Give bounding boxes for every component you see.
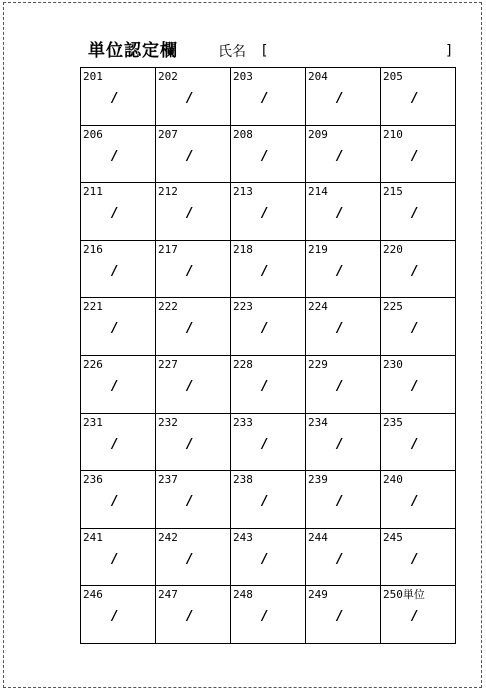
date-separator: / bbox=[337, 206, 342, 222]
date-separator: / bbox=[262, 321, 267, 337]
cell-number: 208 bbox=[233, 127, 253, 141]
cell-number: 205 bbox=[383, 70, 403, 83]
date-separator: / bbox=[337, 263, 342, 279]
credit-cell[interactable] bbox=[231, 183, 306, 241]
date-separator: / bbox=[412, 91, 417, 106]
cell-number: 221 bbox=[83, 300, 103, 314]
cell-number: 231 bbox=[83, 415, 103, 429]
cell-number: 234 bbox=[308, 415, 328, 429]
credit-cell[interactable] bbox=[156, 298, 231, 356]
name-bracket-close: ] bbox=[446, 43, 452, 59]
date-separator: / bbox=[112, 321, 117, 337]
cell-number: 242 bbox=[158, 530, 178, 544]
date-separator: / bbox=[262, 494, 267, 510]
date-separator: / bbox=[337, 321, 342, 337]
cell-number: 220 bbox=[383, 242, 403, 256]
credit-cell[interactable] bbox=[231, 471, 306, 529]
credit-cell[interactable] bbox=[381, 471, 456, 529]
date-separator: / bbox=[262, 91, 267, 106]
cell-number: 246 bbox=[83, 588, 103, 602]
date-separator: / bbox=[262, 206, 267, 222]
cell-number: 225 bbox=[383, 300, 403, 314]
credit-cell[interactable] bbox=[306, 183, 381, 241]
credit-cell[interactable] bbox=[231, 356, 306, 414]
cell-number: 248 bbox=[233, 588, 253, 602]
date-separator: / bbox=[112, 263, 117, 279]
cell-number: 216 bbox=[83, 242, 103, 256]
date-separator: / bbox=[412, 206, 417, 222]
date-separator: / bbox=[412, 378, 417, 394]
cell-number: 201 bbox=[83, 70, 103, 83]
date-separator: / bbox=[337, 551, 342, 567]
credit-cell[interactable] bbox=[81, 414, 156, 472]
cell-number: 247 bbox=[158, 588, 178, 602]
cell-number: 211 bbox=[83, 185, 103, 199]
cell-number: 219 bbox=[308, 242, 328, 256]
date-separator: / bbox=[262, 378, 267, 394]
credit-cell[interactable] bbox=[306, 586, 381, 644]
credit-cell[interactable] bbox=[81, 298, 156, 356]
date-separator: / bbox=[262, 551, 267, 567]
date-separator: / bbox=[337, 378, 342, 394]
credit-cell[interactable] bbox=[306, 356, 381, 414]
credit-cell[interactable] bbox=[156, 126, 231, 184]
date-separator: / bbox=[112, 494, 117, 510]
credit-cell[interactable] bbox=[156, 68, 231, 126]
date-separator: / bbox=[262, 436, 267, 452]
credit-cell[interactable] bbox=[381, 586, 456, 644]
name-label: 氏名 bbox=[218, 44, 246, 60]
credit-cell[interactable] bbox=[381, 126, 456, 184]
credit-cell[interactable] bbox=[81, 68, 156, 126]
cell-number: 215 bbox=[383, 185, 403, 199]
credit-cell[interactable] bbox=[306, 471, 381, 529]
date-separator: / bbox=[112, 436, 117, 452]
cell-number: 217 bbox=[158, 242, 178, 256]
cell-number: 224 bbox=[308, 300, 328, 314]
date-separator: / bbox=[112, 609, 117, 625]
credit-cell[interactable] bbox=[381, 241, 456, 299]
cell-number: 240 bbox=[383, 473, 403, 487]
cell-number: 214 bbox=[308, 185, 328, 199]
credit-cell[interactable] bbox=[381, 414, 456, 472]
cell-number: 228 bbox=[233, 357, 253, 371]
credit-grid bbox=[80, 67, 456, 644]
credit-cell[interactable] bbox=[306, 529, 381, 587]
credit-cell[interactable] bbox=[381, 298, 456, 356]
credit-cell[interactable] bbox=[156, 241, 231, 299]
cell-number: 243 bbox=[233, 530, 253, 544]
date-separator: / bbox=[187, 91, 192, 106]
date-separator: / bbox=[187, 321, 192, 337]
cell-number: 245 bbox=[383, 530, 403, 544]
cell-number: 238 bbox=[233, 473, 253, 487]
cell-number: 210 bbox=[383, 127, 403, 141]
credit-cell[interactable] bbox=[81, 586, 156, 644]
credit-cell[interactable] bbox=[156, 414, 231, 472]
credit-cell[interactable] bbox=[231, 68, 306, 126]
credit-cell[interactable] bbox=[81, 529, 156, 587]
credit-cell[interactable] bbox=[231, 241, 306, 299]
credit-cell[interactable] bbox=[156, 471, 231, 529]
credit-cell[interactable] bbox=[81, 356, 156, 414]
date-separator: / bbox=[112, 206, 117, 222]
cell-number: 202 bbox=[158, 70, 178, 83]
cell-number: 232 bbox=[158, 415, 178, 429]
cell-number: 236 bbox=[83, 473, 103, 487]
date-separator: / bbox=[412, 263, 417, 279]
credit-cell[interactable] bbox=[306, 414, 381, 472]
date-separator: / bbox=[262, 148, 267, 164]
cell-number: 227 bbox=[158, 357, 178, 371]
credit-cell[interactable] bbox=[231, 126, 306, 184]
credit-cell[interactable] bbox=[81, 183, 156, 241]
cell-number: 229 bbox=[308, 357, 328, 371]
date-separator: / bbox=[412, 148, 417, 164]
date-separator: / bbox=[262, 609, 267, 625]
credit-cell[interactable] bbox=[381, 68, 456, 126]
date-separator: / bbox=[337, 436, 342, 452]
credit-cell[interactable] bbox=[156, 586, 231, 644]
cell-number: 244 bbox=[308, 530, 328, 544]
cell-number: 207 bbox=[158, 127, 178, 141]
credit-cell[interactable] bbox=[231, 586, 306, 644]
credit-cell[interactable] bbox=[231, 298, 306, 356]
credit-cell[interactable] bbox=[81, 126, 156, 184]
credit-cell[interactable] bbox=[306, 298, 381, 356]
date-separator: / bbox=[187, 263, 192, 279]
cell-number: 213 bbox=[233, 185, 253, 199]
cell-number: 226 bbox=[83, 357, 103, 371]
date-separator: / bbox=[412, 551, 417, 567]
date-separator: / bbox=[412, 494, 417, 510]
cell-number: 249 bbox=[308, 588, 328, 602]
date-separator: / bbox=[337, 609, 342, 625]
cell-number: 239 bbox=[308, 473, 328, 487]
credit-cell[interactable] bbox=[81, 241, 156, 299]
cell-number: 235 bbox=[383, 415, 403, 429]
date-separator: / bbox=[112, 91, 117, 106]
cell-number: 212 bbox=[158, 185, 178, 199]
credit-cell[interactable] bbox=[231, 529, 306, 587]
date-separator: / bbox=[187, 494, 192, 510]
cell-number: 233 bbox=[233, 415, 253, 429]
credit-cell[interactable] bbox=[381, 183, 456, 241]
date-separator: / bbox=[412, 436, 417, 452]
date-separator: / bbox=[187, 551, 192, 567]
credit-cell[interactable] bbox=[156, 356, 231, 414]
cell-number: 206 bbox=[83, 127, 103, 141]
date-separator: / bbox=[187, 378, 192, 394]
date-separator: / bbox=[337, 148, 342, 164]
date-separator: / bbox=[412, 321, 417, 337]
cell-number: 222 bbox=[158, 300, 178, 314]
credit-cell[interactable] bbox=[231, 414, 306, 472]
date-separator: / bbox=[187, 206, 192, 222]
credit-cell[interactable] bbox=[306, 241, 381, 299]
cell-number: 237 bbox=[158, 473, 178, 487]
date-separator: / bbox=[112, 378, 117, 394]
credit-cell[interactable] bbox=[306, 126, 381, 184]
page-title: 単位認定欄 bbox=[88, 41, 178, 61]
date-separator: / bbox=[337, 91, 342, 106]
credit-cell[interactable] bbox=[381, 529, 456, 587]
cell-number: 204 bbox=[308, 70, 328, 83]
cell-number: 203 bbox=[233, 70, 253, 83]
date-separator: / bbox=[262, 263, 267, 279]
date-separator: / bbox=[337, 494, 342, 510]
date-separator: / bbox=[187, 609, 192, 625]
date-separator: / bbox=[112, 551, 117, 567]
cell-number: 223 bbox=[233, 300, 253, 314]
date-separator: / bbox=[187, 148, 192, 164]
date-separator: / bbox=[187, 436, 192, 452]
credit-cell[interactable] bbox=[306, 68, 381, 126]
date-separator: / bbox=[412, 609, 417, 625]
credit-cell[interactable] bbox=[381, 356, 456, 414]
credit-cell[interactable] bbox=[156, 183, 231, 241]
cell-number: 218 bbox=[233, 242, 253, 256]
cell-number: 230 bbox=[383, 357, 403, 371]
credit-cell[interactable] bbox=[81, 471, 156, 529]
name-bracket-open: [ bbox=[262, 43, 268, 59]
header bbox=[88, 40, 460, 64]
cell-number: 241 bbox=[83, 530, 103, 544]
date-separator: / bbox=[112, 148, 117, 164]
cell-number: 250単位 bbox=[383, 588, 425, 602]
credit-cell[interactable] bbox=[156, 529, 231, 587]
cell-number: 209 bbox=[308, 127, 328, 141]
